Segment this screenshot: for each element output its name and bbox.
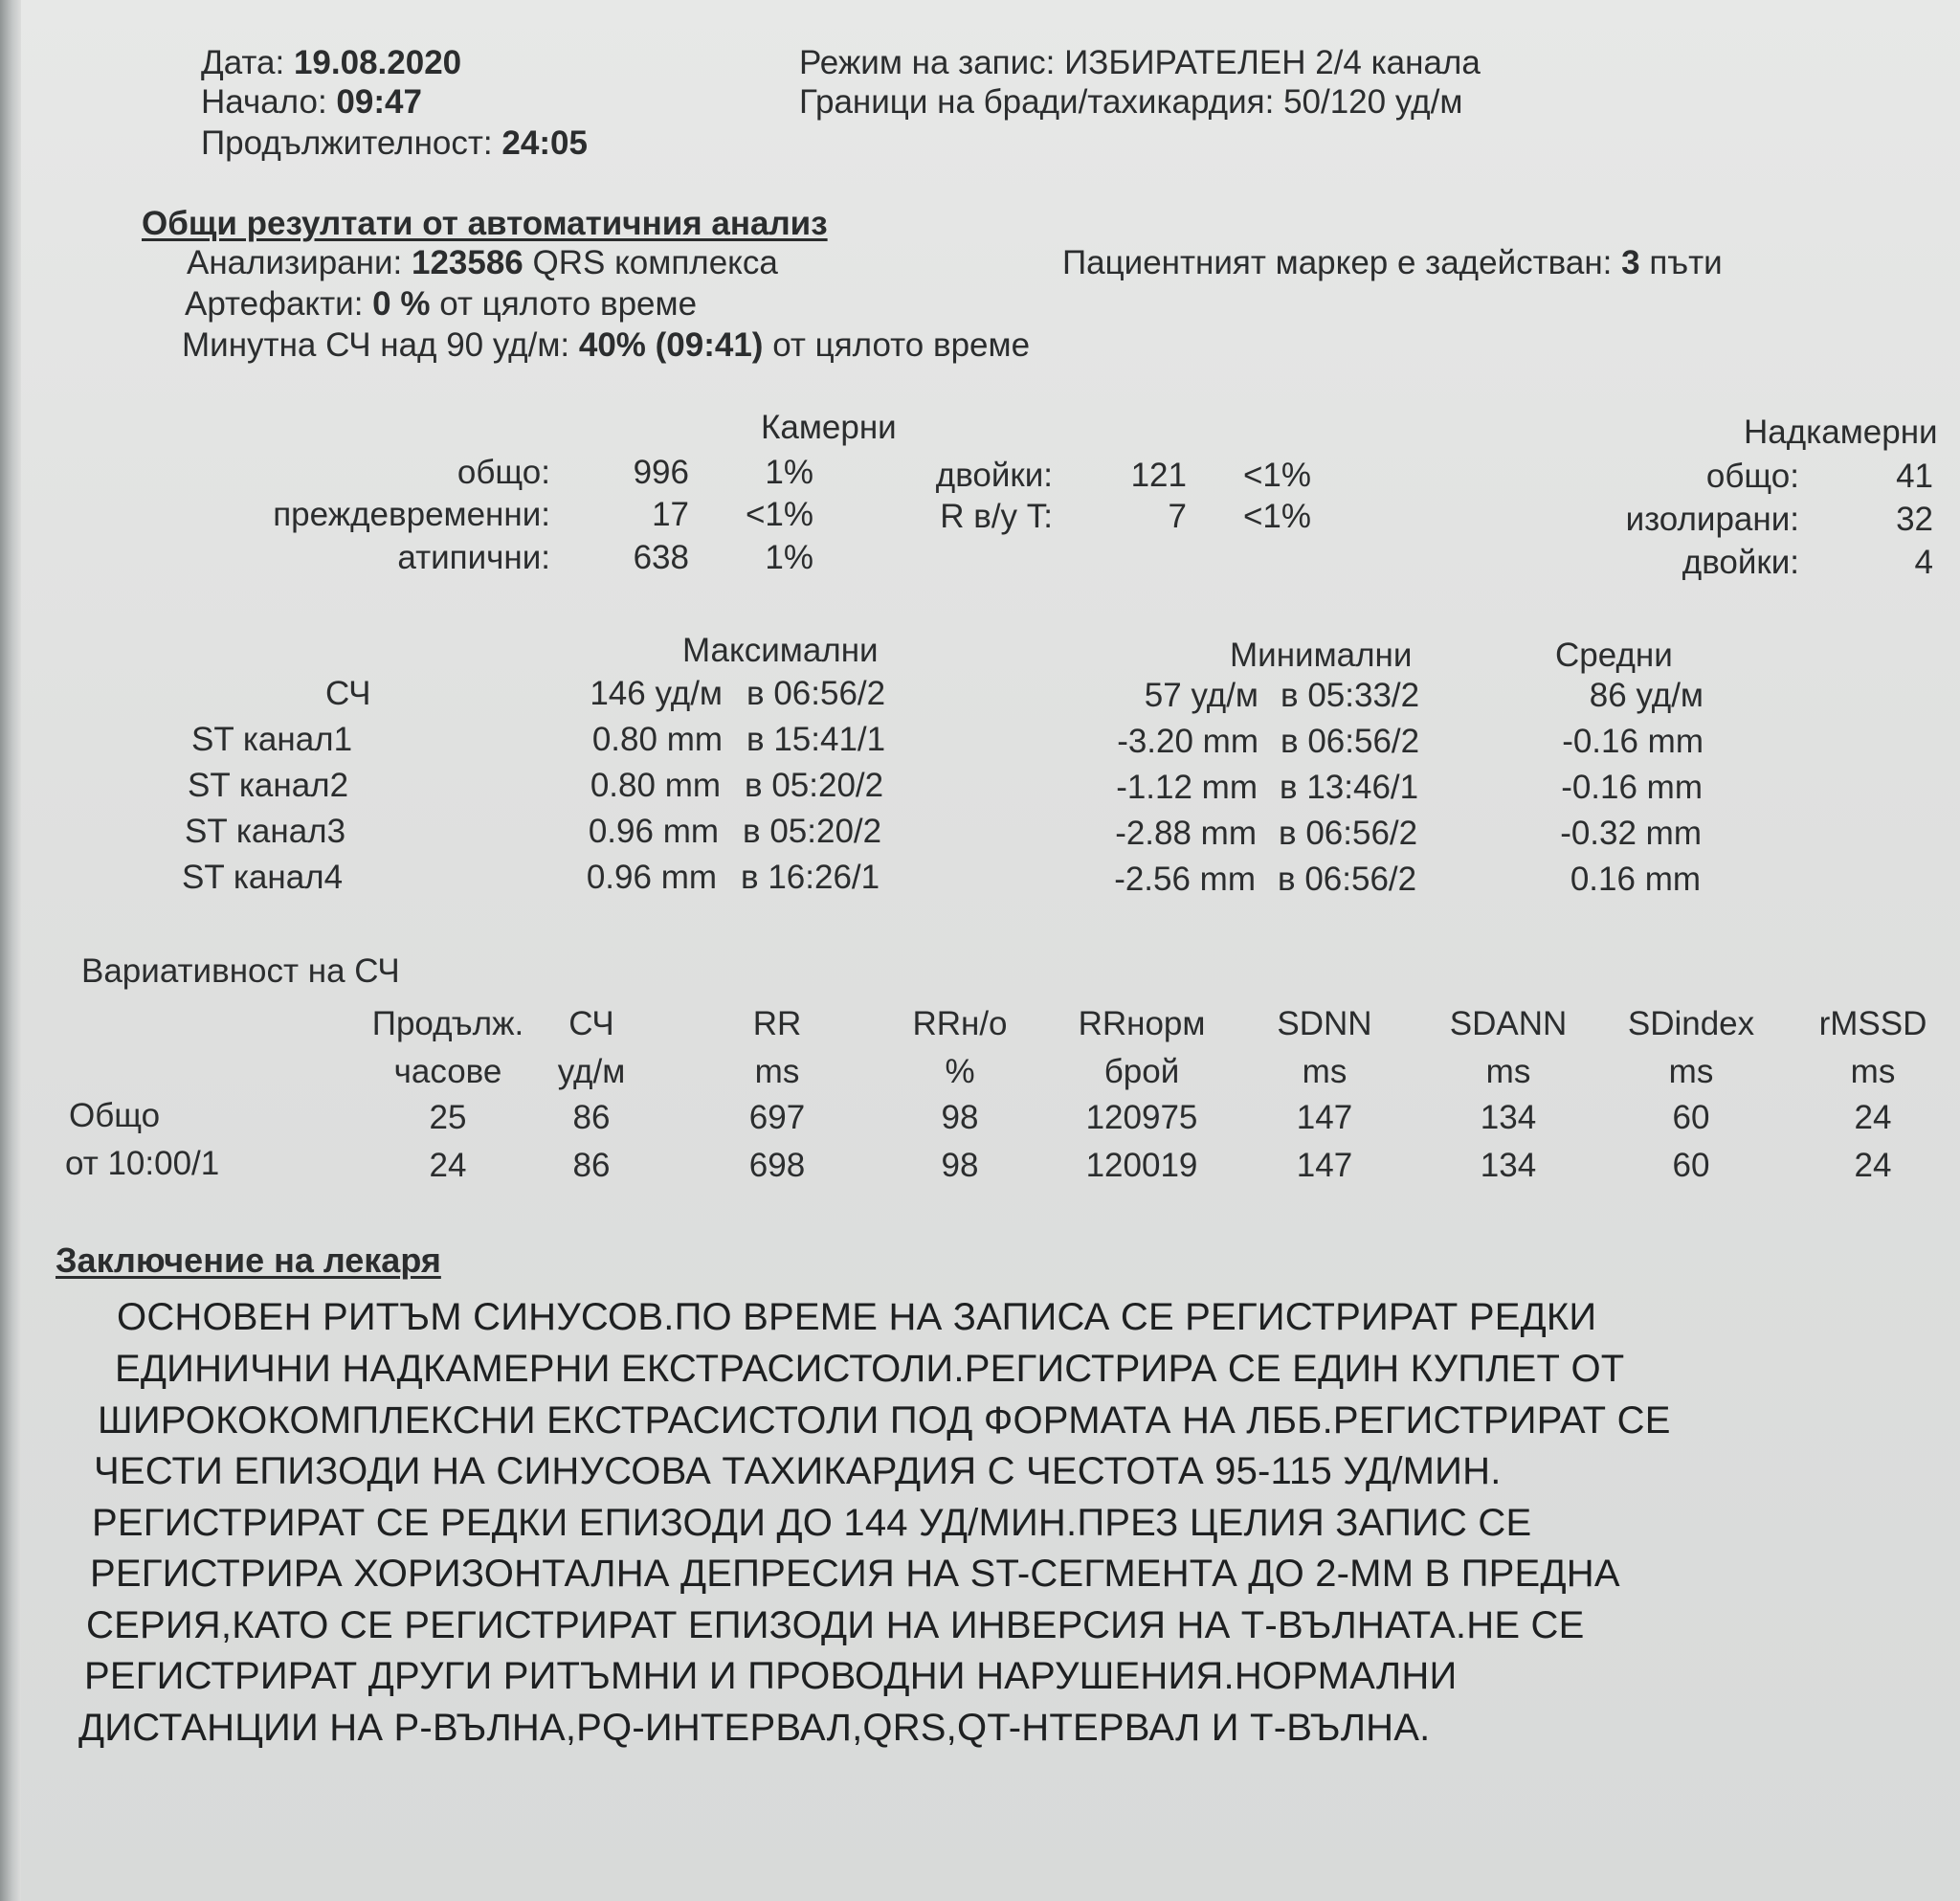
hrv-col-header: RRнорм — [1078, 1005, 1206, 1042]
extremes-max-time: в 05:20/2 — [745, 767, 884, 804]
supra-count: 41 — [1896, 458, 1933, 495]
extremes-max-time: в 06:56/2 — [746, 675, 886, 712]
hrv-cell: 86 — [572, 1099, 611, 1136]
supra-label: общо: — [1705, 458, 1799, 495]
hr-over-label: Минутна СЧ над 90 уд/м: — [182, 326, 570, 364]
conclusion-line: РЕГИСТРИРА ХОРИЗОНТАЛНА ДЕПРЕСИЯ НА ST-СЕГМЕНТА ДО 2-ММ В ПРЕДНА — [90, 1553, 1620, 1595]
hr-over-value: 40% (09:41) — [578, 326, 764, 364]
extremes-avg-value: -0.32 mm — [1560, 815, 1702, 852]
hrv-row-label: Общо — [69, 1097, 161, 1134]
extremes-min-time: в 05:33/2 — [1281, 677, 1420, 714]
extremes-max-time: в 16:26/1 — [741, 859, 880, 896]
hrv-cell: 134 — [1480, 1147, 1537, 1184]
supra-count: 32 — [1896, 501, 1933, 538]
vent-pct: <1% — [1242, 498, 1311, 535]
extremes-min-value: -1.12 mm — [1116, 769, 1258, 806]
hr-over-line — [182, 326, 1030, 365]
conclusion-line: ШИРОКОКОМПЛЕКСНИ ЕКСТРАСИСТОЛИ ПОД ФОРМАТА НА ЛББ.РЕГИСТРИРАТ СЕ — [98, 1399, 1671, 1442]
vent-count: 996 — [633, 454, 689, 491]
summary-title: Общи резултати от автоматичния анализ — [142, 205, 828, 242]
hrv-col-unit: % — [945, 1053, 975, 1090]
avg-header: Средни — [1555, 637, 1673, 674]
extremes-avg-value: 86 уд/м — [1589, 677, 1704, 714]
hrv-cell: 120975 — [1085, 1099, 1198, 1136]
duration-line — [201, 124, 588, 163]
duration-label: Продължителност: — [201, 124, 493, 162]
supraventricular-title: Надкамерни — [1744, 414, 1938, 451]
vent-pct: 1% — [765, 539, 813, 576]
hrv-cell: 697 — [748, 1099, 806, 1136]
vent-label: R в/у T: — [940, 498, 1053, 535]
conclusion-line: ДИСТАНЦИИ НА Р-ВЪЛНА,PQ-ИНТЕРВАЛ,QRS,QT-НТЕРВАЛ И Т-ВЪЛНА. — [78, 1707, 1431, 1749]
hrv-row-label: от 10:00/1 — [65, 1145, 220, 1182]
hrv-cell: 134 — [1480, 1099, 1537, 1136]
extremes-min-time: в 06:56/2 — [1281, 723, 1420, 760]
hrv-col-header: SDNN — [1277, 1005, 1372, 1042]
hrv-cell: 698 — [748, 1147, 806, 1184]
artifacts-label: Артефакти: — [185, 285, 364, 323]
hrv-cell: 98 — [941, 1099, 979, 1136]
artifacts-line — [185, 285, 697, 324]
marker-label: Пациентният маркер е задействан: — [1062, 244, 1613, 281]
conclusion-line: ЧЕСТИ ЕПИЗОДИ НА СИНУСОВА ТАХИКАРДИЯ С ЧЕСТОТА 95-115 УД/МИН. — [94, 1450, 1502, 1492]
extremes-avg-value: -0.16 mm — [1561, 769, 1703, 806]
extremes-max-value: 0.80 mm — [590, 767, 721, 804]
min-header: Минимални — [1230, 637, 1413, 674]
analyzed-line — [187, 244, 778, 282]
date-value: 19.08.2020 — [293, 44, 462, 81]
vent-count: 121 — [1130, 457, 1187, 494]
mode-line — [799, 44, 1481, 82]
hrv-col-header: RR — [752, 1005, 802, 1042]
extremes-max-time: в 15:41/1 — [746, 721, 886, 758]
hrv-col-header: RRн/о — [912, 1005, 1008, 1042]
vent-label: двойки: — [935, 457, 1053, 494]
hrv-col-header: rMSSD — [1818, 1005, 1927, 1042]
extremes-avg-value: 0.16 mm — [1570, 861, 1701, 898]
vent-count: 638 — [633, 539, 689, 576]
extremes-row-label: СЧ — [325, 675, 371, 712]
extremes-max-time: в 05:20/2 — [743, 813, 882, 850]
hrv-cell: 24 — [429, 1147, 467, 1184]
analyzed-suffix: QRS комплекса — [532, 244, 778, 281]
hrv-cell: 25 — [429, 1099, 467, 1136]
hrv-cell: 24 — [1854, 1147, 1892, 1184]
extremes-min-time: в 06:56/2 — [1278, 861, 1417, 898]
marker-suffix: пъти — [1649, 244, 1723, 281]
hrv-col-unit: ms — [1485, 1053, 1531, 1090]
hrv-cell: 147 — [1296, 1147, 1353, 1184]
hrv-title: Вариативност на СЧ — [81, 952, 400, 990]
vent-count: 17 — [652, 496, 689, 533]
hrv-col-header: Продълж. — [371, 1005, 524, 1042]
hrv-cell: 60 — [1672, 1099, 1710, 1136]
start-value: 09:47 — [336, 83, 422, 121]
extremes-row-label: ST канал2 — [188, 767, 349, 804]
date-line — [201, 44, 461, 82]
supra-count: 4 — [1914, 544, 1933, 581]
date-label: Дата: — [201, 44, 285, 81]
limits-line — [799, 83, 1462, 122]
max-header: Максимални — [682, 632, 879, 669]
extremes-min-time: в 06:56/2 — [1279, 815, 1418, 852]
mode-label: Режим на запис: — [799, 44, 1056, 81]
vent-pct: 1% — [765, 454, 813, 491]
extremes-max-value: 146 уд/м — [590, 675, 723, 712]
marker-value: 3 — [1621, 244, 1640, 281]
hrv-col-unit: ms — [754, 1053, 800, 1090]
conclusion-title: Заключение на лекаря — [56, 1241, 441, 1280]
supra-label: изолирани: — [1625, 501, 1799, 538]
extremes-min-value: -2.88 mm — [1115, 815, 1257, 852]
analyzed-label: Анализирани: — [187, 244, 403, 281]
vent-label: преждевременни: — [273, 496, 550, 533]
extremes-min-time: в 13:46/1 — [1280, 769, 1419, 806]
vent-label: общо: — [457, 454, 550, 491]
extremes-max-value: 0.96 mm — [586, 859, 717, 896]
hrv-col-unit: ms — [1668, 1053, 1714, 1090]
start-label: Начало: — [201, 83, 327, 121]
hrv-col-unit: ms — [1302, 1053, 1348, 1090]
marker-line — [1062, 244, 1723, 282]
hrv-cell: 60 — [1672, 1147, 1710, 1184]
hrv-cell: 86 — [572, 1147, 611, 1184]
ventricular-title: Камерни — [761, 409, 897, 446]
duration-value: 24:05 — [501, 124, 588, 162]
start-line — [201, 83, 422, 122]
artifacts-suffix: от цялото време — [439, 285, 698, 323]
extremes-max-value: 0.80 mm — [591, 721, 723, 758]
limits-value: 50/120 уд/м — [1283, 83, 1463, 121]
supra-label: двойки: — [1682, 544, 1799, 581]
vent-count: 7 — [1168, 498, 1187, 535]
extremes-row-label: ST канал4 — [182, 859, 344, 896]
extremes-min-value: 57 уд/м — [1144, 677, 1258, 714]
mode-value: ИЗБИРАТЕЛЕН 2/4 канала — [1064, 44, 1481, 81]
conclusion-line: РЕГИСТРИРАТ ДРУГИ РИТЪМНИ И ПРОВОДНИ НАРУШЕНИЯ.НОРМАЛНИ — [84, 1655, 1458, 1697]
conclusion-line: ЕДИНИЧНИ НАДКАМЕРНИ ЕКСТРАСИСТОЛИ.РЕГИСТРИРА СЕ ЕДИН КУПЛЕТ ОТ — [115, 1348, 1625, 1390]
analyzed-value: 123586 — [411, 244, 523, 281]
paper-edge — [0, 0, 21, 1901]
hr-over-suffix: от цялото време — [772, 326, 1031, 364]
hrv-cell: 24 — [1854, 1099, 1892, 1136]
artifacts-value: 0 % — [372, 285, 431, 323]
hrv-col-header: SDANN — [1449, 1005, 1568, 1042]
limits-label: Граници на бради/тахикардия: — [799, 83, 1275, 121]
vent-pct: <1% — [1242, 457, 1311, 494]
vent-label: атипични: — [397, 539, 550, 576]
extremes-min-value: -3.20 mm — [1117, 723, 1258, 760]
extremes-min-value: -2.56 mm — [1114, 861, 1256, 898]
hrv-cell: 120019 — [1085, 1147, 1198, 1184]
extremes-row-label: ST канал1 — [191, 721, 353, 758]
hrv-col-header: SDindex — [1627, 1005, 1755, 1042]
hrv-col-unit: ms — [1850, 1053, 1896, 1090]
hrv-col-unit: уд/м — [557, 1053, 626, 1090]
hrv-cell: 147 — [1296, 1099, 1353, 1136]
hrv-cell: 98 — [941, 1147, 979, 1184]
extremes-row-label: ST канал3 — [185, 813, 346, 850]
hrv-col-unit: часове — [393, 1053, 502, 1090]
vent-pct: <1% — [745, 496, 813, 533]
extremes-avg-value: -0.16 mm — [1562, 723, 1704, 760]
hrv-col-header: СЧ — [568, 1005, 614, 1042]
conclusion-line: ОСНОВЕН РИТЪМ СИНУСОВ.ПО ВРЕМЕ НА ЗАПИСА СЕ РЕГИСТРИРАТ РЕДКИ — [117, 1296, 1597, 1338]
hrv-col-unit: брой — [1103, 1053, 1180, 1090]
extremes-max-value: 0.96 mm — [588, 813, 719, 850]
conclusion-line: РЕГИСТРИРАТ СЕ РЕДКИ ЕПИЗОДИ ДО 144 УД/МИН.ПРЕЗ ЦЕЛИЯ ЗАПИС СЕ — [92, 1502, 1532, 1544]
conclusion-line: СЕРИЯ,КАТО СЕ РЕГИСТРИРАТ ЕПИЗОДИ НА ИНВЕРСИЯ НА Т-ВЪЛНАТА.НЕ СЕ — [86, 1604, 1585, 1646]
